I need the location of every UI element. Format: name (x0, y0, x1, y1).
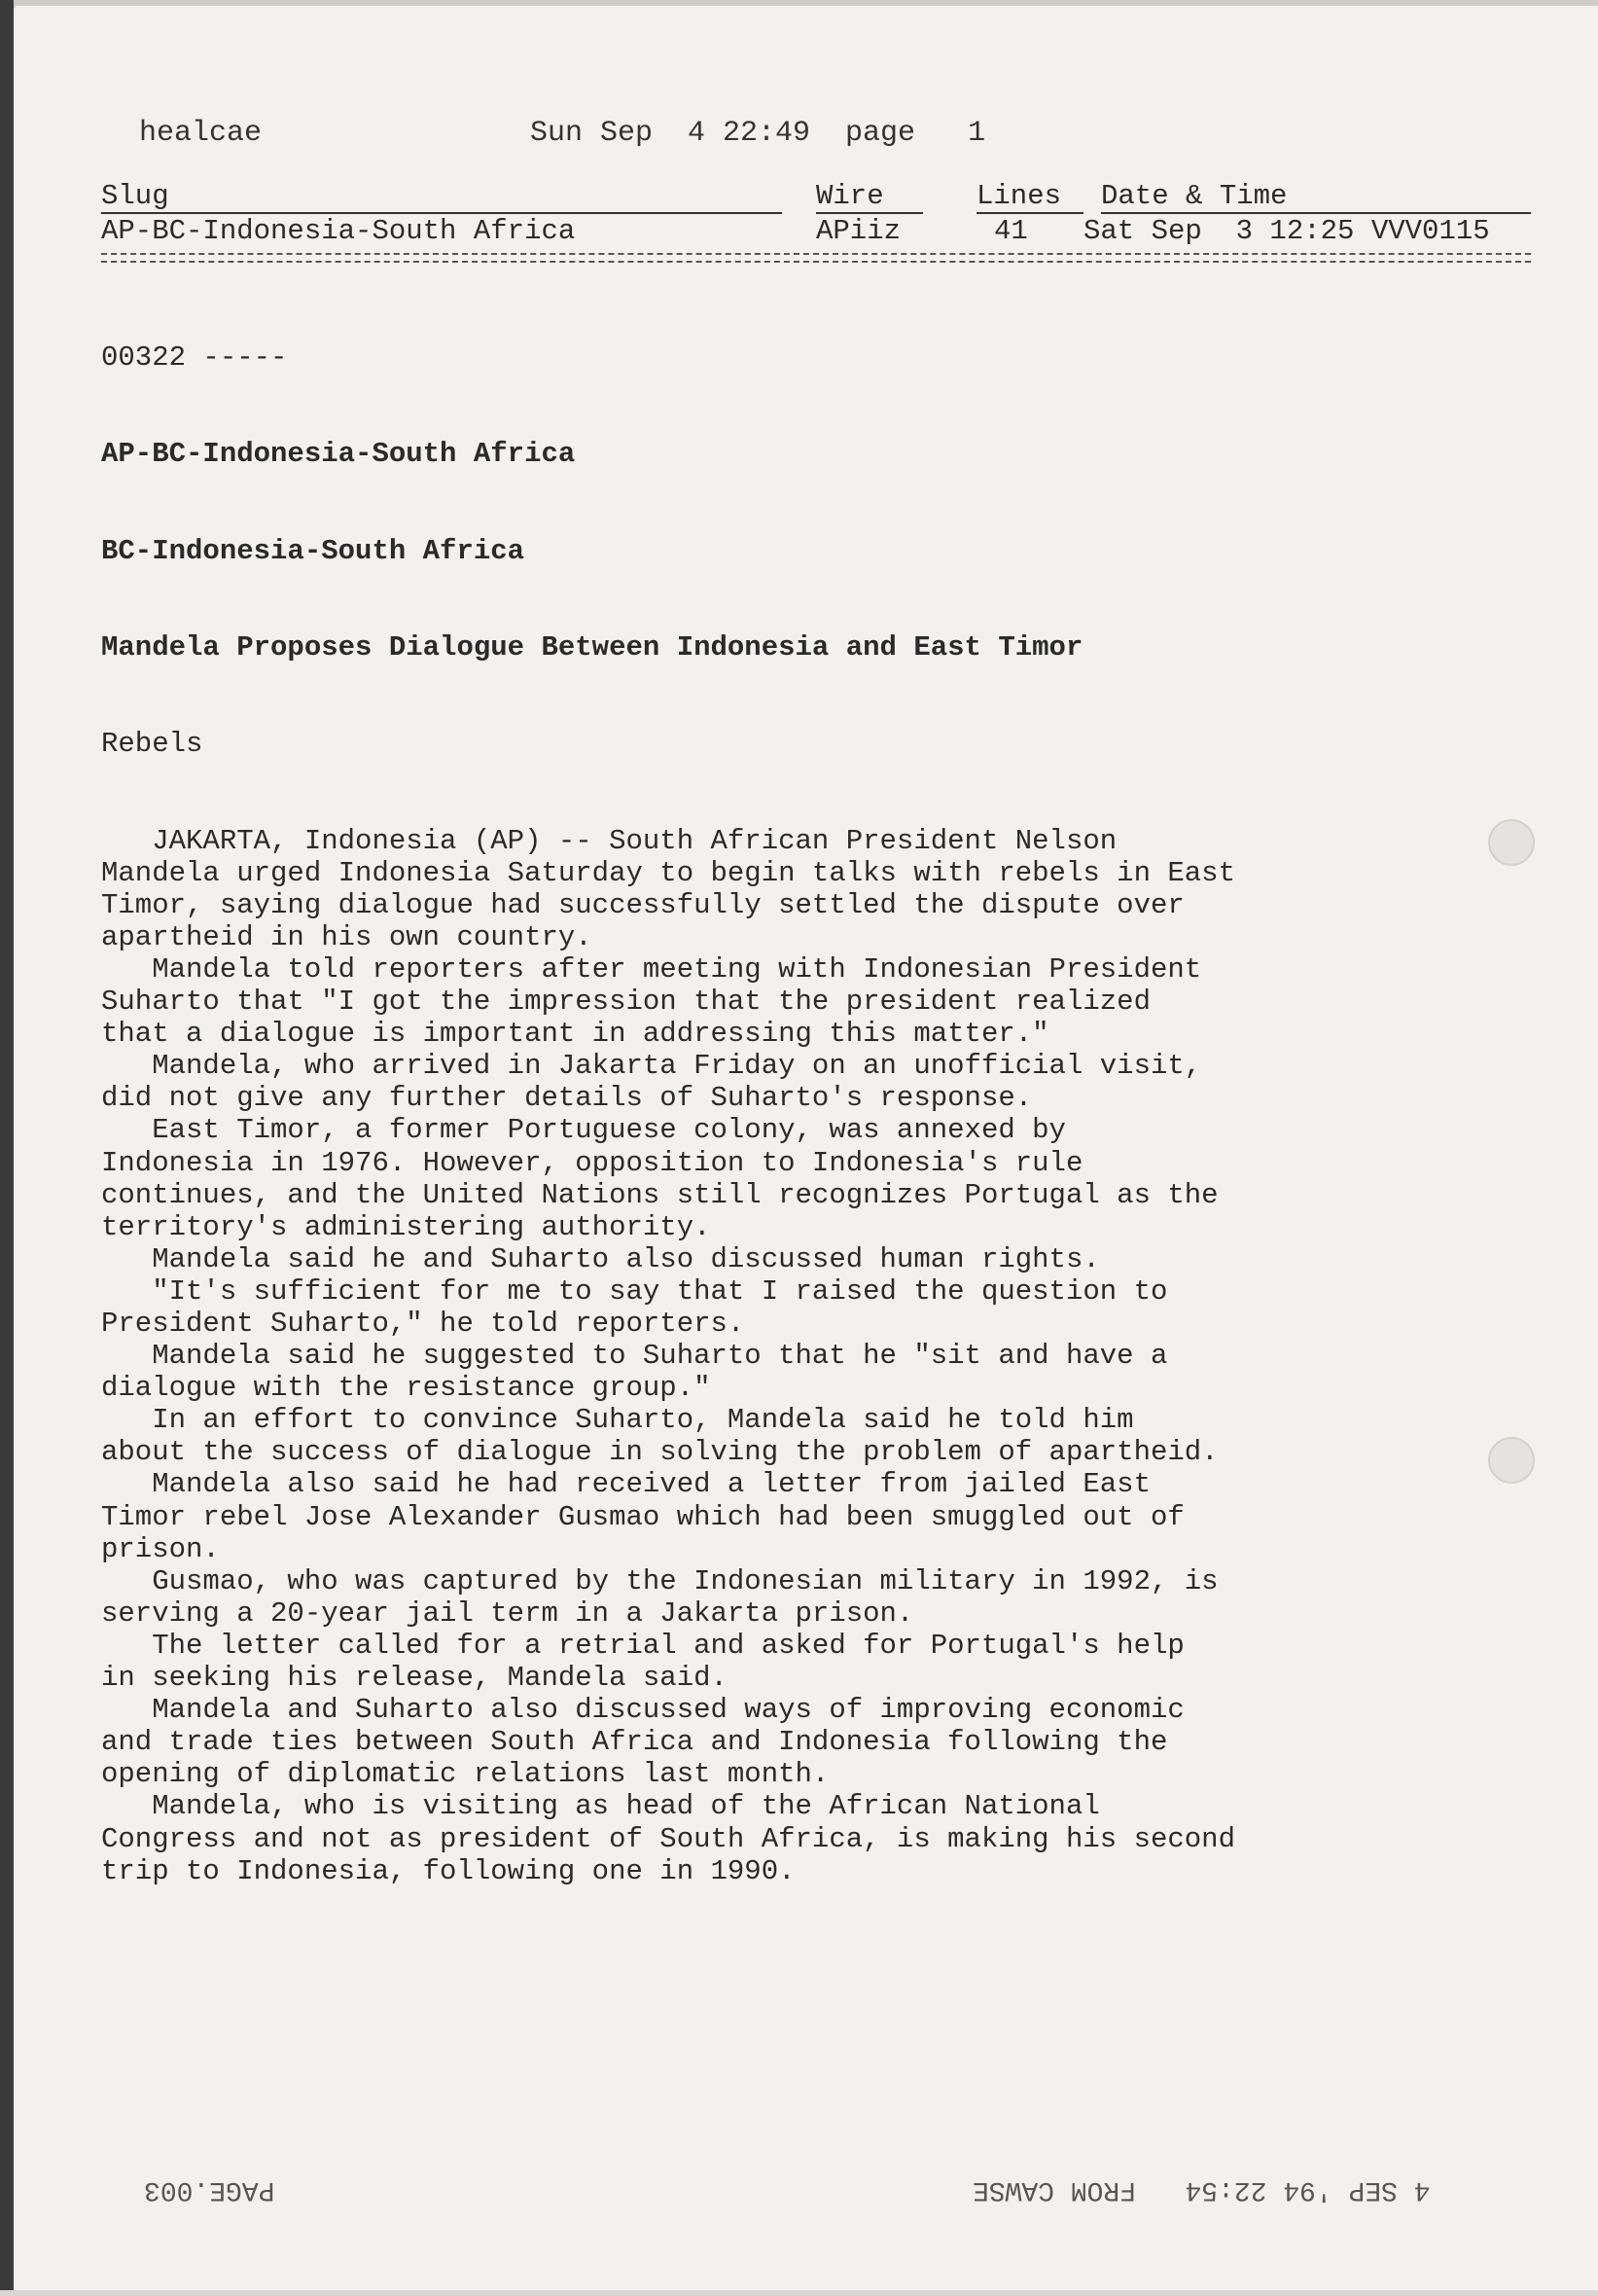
story-line: Mandela told reporters after meeting with Indonesian President (101, 952, 1202, 986)
headline: Mandela Proposes Dialogue Between Indonesia and East Timor (101, 631, 1083, 664)
story-line: in seeking his release, Mandela said. (101, 1662, 728, 1695)
slug-value: AP-BC-Indonesia-South Africa (101, 215, 576, 247)
story-line: dialogue with the resistance group." (101, 1372, 711, 1405)
story-line: Mandela and Suharto also discussed ways of improving economic (101, 1694, 1185, 1727)
story-line: President Suharto," he told reporters. (101, 1308, 745, 1340)
story-line: The letter called for a retrial and asked for Portugal's help (101, 1629, 1185, 1662)
wire-label: Wire (816, 180, 923, 214)
story-body (101, 277, 1541, 1919)
story-line: East Timor, a former Portuguese colony, was annexed by (101, 1114, 1066, 1147)
story-line: Mandela, who is visiting as head of the African National (101, 1790, 1100, 1823)
story-line: Timor, saying dialogue had successfully settled the dispute over (101, 888, 1185, 921)
header-user: healcae (139, 117, 263, 150)
story-line: Gusmao, who was captured by the Indonesian military in 1992, is (101, 1564, 1219, 1597)
story-line: serving a 20-year jail term in a Jakarta prison. (101, 1596, 914, 1630)
datetime-label: Date & Time (1101, 180, 1531, 214)
field-values-row (101, 215, 1531, 250)
story-line: Mandela said he and Suharto also discussed human rights. (101, 1242, 1100, 1275)
wire-fields (101, 180, 1531, 250)
fax-page-number: PAGE.003 (144, 2174, 275, 2205)
wire-value: APiiz (816, 215, 902, 247)
story-line: did not give any further details of Suharto's response. (101, 1082, 1033, 1115)
story-line: "It's sufficient for me to say that I raised the question to (101, 1274, 1168, 1308)
story-line: continues, and the United Nations still recognizes Portugal as the (101, 1178, 1219, 1211)
punch-hole (1488, 1437, 1535, 1484)
slug-label: Slug (101, 180, 782, 214)
story-line: and trade ties between South Africa and Indonesia following the (101, 1726, 1168, 1759)
story-text (101, 825, 1541, 1887)
story-line: trip to Indonesia, following one in 1990. (101, 1854, 796, 1887)
story-line: Suharto that "I got the impression that the president realized (101, 986, 1151, 1019)
story-line: Congress and not as president of South Africa, is making his second (101, 1822, 1235, 1855)
punch-hole (1488, 819, 1535, 866)
field-labels-row (101, 180, 1531, 215)
story-id: 00322 ----- (101, 341, 288, 375)
story-line: JAKARTA, Indonesia (AP) -- South African President Nelson (101, 824, 1118, 857)
headline-continued: Rebels (101, 728, 203, 761)
story-line: Mandela said he suggested to Suharto that he "sit and have a (101, 1340, 1168, 1373)
fax-transmission-line: 4 SEP '94 22:54 FROM CAWSE (973, 2174, 1431, 2205)
datetime-value: Sat Sep 3 12:25 VVV0115 (1083, 215, 1490, 247)
story-line: opening of diplomatic relations last month. (101, 1758, 830, 1791)
header-print-date: Sun Sep 4 22:49 page 1 (530, 117, 986, 150)
story-line: about the success of dialogue in solving the problem of apartheid. (101, 1436, 1219, 1469)
paper-bottom-edge (0, 2290, 1598, 2296)
story-line: Timor rebel Jose Alexander Gusmao which had been smuggled out of (101, 1500, 1185, 1533)
story-slug: AP-BC-Indonesia-South Africa (101, 438, 576, 471)
story-line: that a dialogue is important in addressing this matter." (101, 1018, 1049, 1051)
scan-left-edge (0, 0, 14, 2296)
story-line: prison. (101, 1532, 220, 1565)
story-line: Mandela also said he had received a letter from jailed East (101, 1468, 1151, 1501)
story-slug-short: BC-Indonesia-South Africa (101, 534, 525, 567)
lines-value: 41 (994, 215, 1028, 247)
story-line: Indonesia in 1976. However, opposition to Indonesia's rule (101, 1146, 1083, 1179)
story-line: Mandela, who arrived in Jakarta Friday on an unofficial visit, (101, 1050, 1202, 1083)
story-line: In an effort to convince Suharto, Mandela said he told him (101, 1404, 1134, 1437)
story-line: apartheid in his own country. (101, 920, 592, 953)
story-line: territory's administering authority. (101, 1210, 711, 1243)
separator-line (101, 253, 1531, 263)
lines-label: Lines (977, 180, 1083, 214)
story-line: Mandela urged Indonesia Saturday to begin talks with rebels in East (101, 856, 1235, 889)
